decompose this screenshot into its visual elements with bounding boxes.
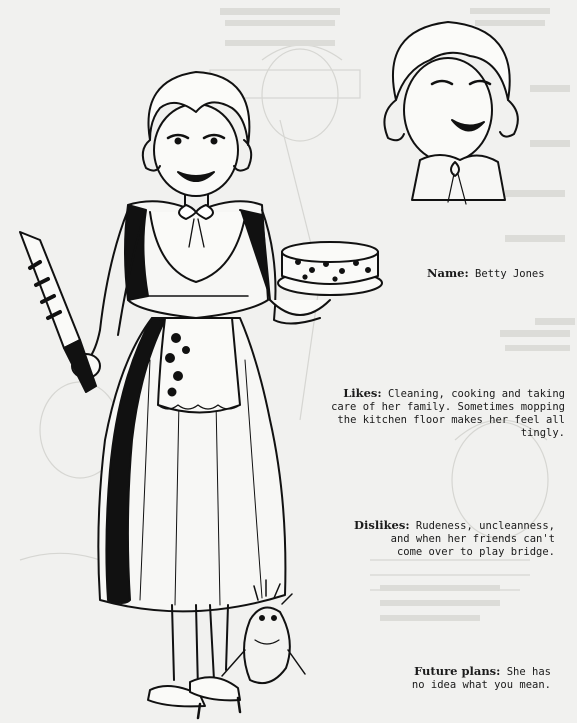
future-plans-line-1: She has: [506, 666, 551, 678]
future-plans-line-2: no idea what you mean.: [411, 679, 551, 691]
name-entry: [427, 267, 545, 281]
dislikes-line-3: come over to play bridge.: [396, 546, 555, 558]
likes-line-3: the kitchen floor makes her feel all tingly.: [337, 414, 565, 439]
likes-line-1: Cleaning, cooking and taking: [387, 388, 565, 400]
dislikes-entry: [295, 519, 555, 559]
name-label: Name:: [427, 266, 469, 280]
likes-line-2: care of her family. Sometimes mopping: [331, 401, 565, 413]
dislikes-label: Dislikes:: [354, 518, 410, 532]
future-plans-label: Future plans:: [414, 664, 501, 678]
name-value: Betty Jones: [475, 268, 545, 280]
future-plans-entry: [311, 665, 551, 692]
likes-entry: [305, 387, 565, 440]
likes-label: Likes:: [343, 386, 382, 400]
dislikes-line-1: Rudeness, uncleanness,: [415, 520, 555, 532]
dislikes-line-2: and when her friends can't: [390, 533, 555, 545]
